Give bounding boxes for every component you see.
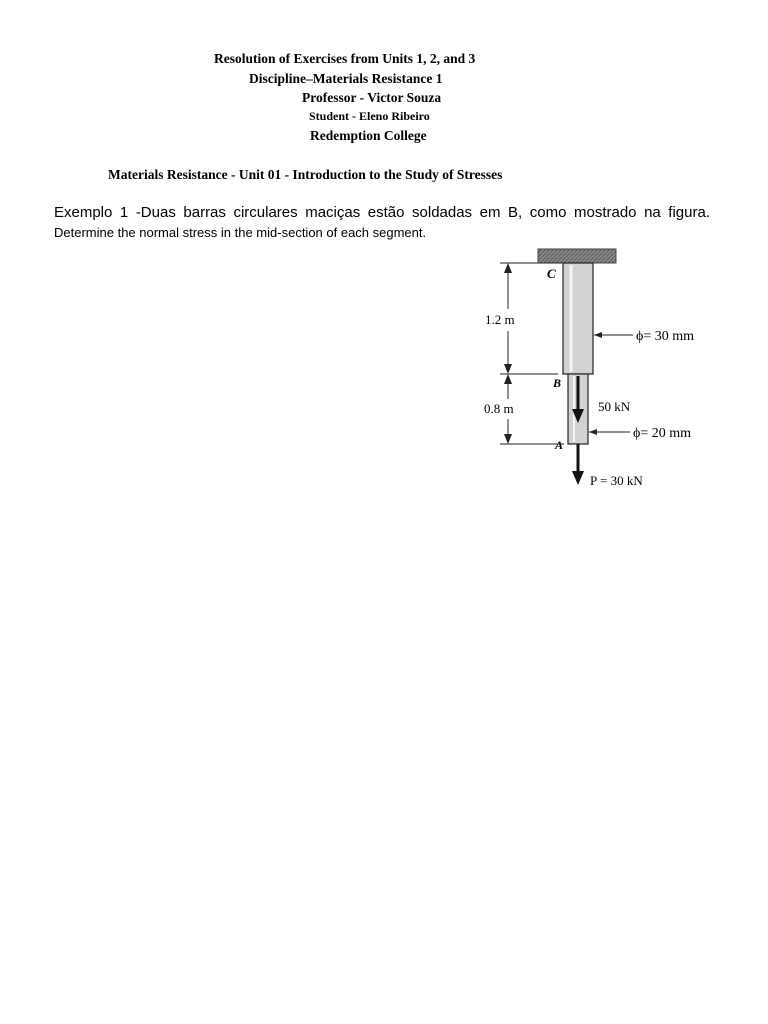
student-line: Student - Eleno Ribeiro: [309, 109, 430, 123]
example-statement: Exemplo 1 -Duas barras circulares maciças estão soldadas em B, como mostrado na figura.: [54, 204, 710, 221]
fixed-support: [538, 249, 616, 263]
length-cb: 1.2 m: [485, 312, 515, 327]
load-p-label: P = 30 kN: [590, 473, 643, 488]
length-ba: 0.8 m: [484, 401, 514, 416]
example-question: Determine the normal stress in the mid-section of each segment.: [54, 225, 427, 240]
label-a: A: [555, 438, 564, 452]
diameter-lower: ϕ= 20 mm: [633, 426, 692, 441]
label-b: B: [553, 376, 562, 390]
discipline-line: Discipline–Materials Resistance 1: [249, 71, 443, 86]
diameter-upper: ϕ= 30 mm: [636, 329, 695, 344]
professor-line: Professor - Victor Souza: [302, 90, 442, 105]
upper-bar: [563, 263, 593, 374]
college-line: Redemption College: [310, 128, 427, 143]
load-50kn-label: 50 kN: [598, 399, 631, 414]
document-title: Resolution of Exercises from Units 1, 2, and 3: [214, 51, 476, 66]
unit-heading: Materials Resistance - Unit 01 - Introduction to the Study of Stresses: [108, 167, 503, 182]
label-c: C: [547, 266, 556, 281]
bar-diagram-figure: [470, 245, 730, 490]
